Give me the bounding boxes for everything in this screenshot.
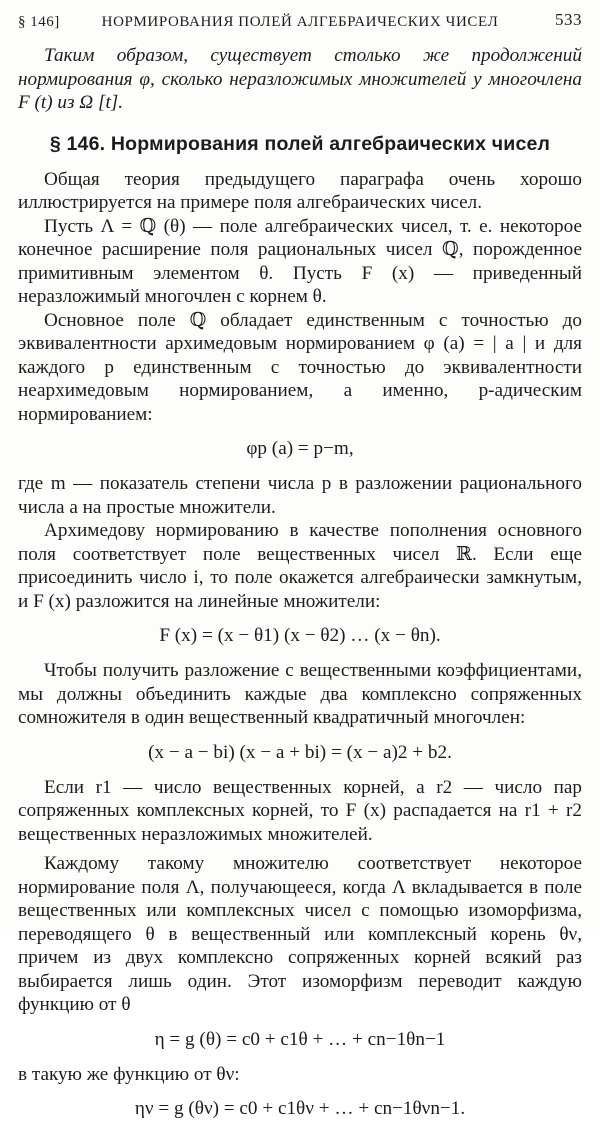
section-title: § 146. Нормирования полей алгебраических чисел (49, 132, 551, 155)
header-running-title: НОРМИРОВАНИЯ ПОЛЕЙ АЛГЕБРАИЧЕСКИХ ЧИСЕЛ (101, 14, 499, 30)
formula-quadratic: (x − a − bi) (x − a + bi) = (x − a)2 + b2. (148, 741, 452, 763)
formula-p-adic: φp (a) = p−m, (246, 438, 354, 459)
formula-linear-factors: F (x) = (x − θ1) (x − θ2) … (x − θn). (159, 625, 441, 646)
paragraph-valuations: Основное поле ℚ обладает единственным с точностью до эквивалентности архимедовым нормированием φ (a) = | a | и для каждого p единственным с точностью до эквивалентности неархимедовым нормированием, а именно, p-адическим нормированием: (18, 309, 582, 425)
paragraph-exponent: где m — показатель степени числа p в разложении рационального числа a на простые множители. (18, 473, 582, 518)
formula-function-theta-nu: ην = g (θν) = c0 + c1θν + … + cn−1θνn−1. (134, 1098, 466, 1119)
page-body (18, 44, 582, 1132)
intro-italic-paragraph: Таким образом, существует столько же продолжений нормирования φ, сколько неразложимых множителей у многочлена F (t) из Ω [t]. (18, 45, 582, 113)
running-header (18, 10, 582, 36)
paragraph-field-definition: Пусть Λ = ℚ (θ) — поле алгебраических чисел, т. е. некоторое конечное расширение поля рациональных чисел ℚ, порожденное примитивным элементом θ. Пусть F (x) — приведенный неразложимый многочлен с корнем θ. (18, 215, 582, 307)
paragraph-same-function: в такую же функцию от θν: (18, 1063, 240, 1085)
header-section-ref: § 146] (18, 14, 60, 30)
paragraph-real-coefficients: Чтобы получить разложение с вещественными коэффициентами, мы должны объединить каждые два комплексно сопряженных сомножителя в один вещественный квадратичный многочлен: (18, 660, 582, 728)
paragraph-roots-count: Если r1 — число вещественных корней, а r2 — число пар сопряженных комплексных корней, то F (x) распадается на r1 + r2 вещественных неразложимых множителей. (18, 776, 582, 845)
paragraph-general-theory: Общая теория предыдущего параграфа очень хорошо иллюстрируется на примере поля алгебраических чисел. (18, 168, 582, 213)
paragraph-archimedean: Архимедову нормированию в качестве пополнения основного поля соответствует поле вещественных чисел ℝ. Если еще присоединить число i, то поле окажется алгебраически замкнутым, и F (x) разложится на линейные множители: (18, 520, 582, 612)
page-number: 533 (555, 10, 582, 29)
formula-function-theta: η = g (θ) = c0 + c1θ + … + cn−1θn−1 (154, 1028, 446, 1050)
paragraph-embedding: Каждому такому множителю соответствует некоторое нормирование поля Λ, получающееся, когда Λ вкладывается в поле вещественных или комплексных чисел с помощью изоморфизма, переводящего θ в вещественный или комплексный корень θν, причем из двух комплексно сопряженных корней всякий раз выбирается лишь один. Этот изоморфизм переводит каждую функцию от θ (18, 853, 582, 1015)
